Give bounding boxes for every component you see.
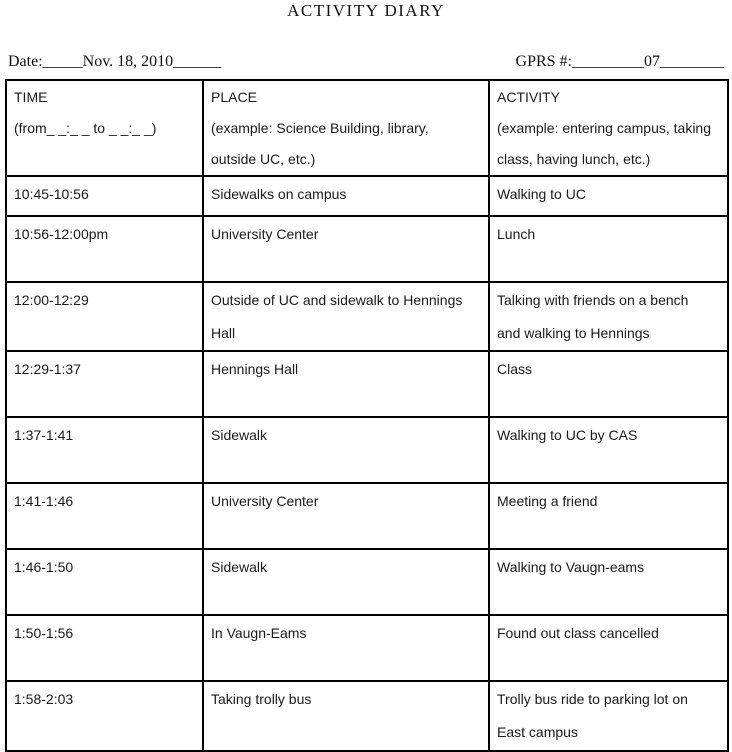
cell-time: 1:58-2:03 xyxy=(6,681,203,751)
cell-time: 1:37-1:41 xyxy=(6,417,203,483)
table-row xyxy=(6,176,728,216)
table-row xyxy=(6,483,728,549)
cell-place: Outside of UC and sidewalk to Hennings Hall xyxy=(203,282,489,351)
column-title: TIME xyxy=(14,89,48,105)
column-subtitle: (example: entering campus, taking class, having lunch, etc.) xyxy=(497,120,711,167)
cell-place: Taking trolly bus xyxy=(203,681,489,751)
column-header-place xyxy=(203,80,489,176)
cell-time: 10:56-12:00pm xyxy=(6,216,203,282)
column-title: ACTIVITY xyxy=(497,89,561,105)
date-field: Date:_____Nov. 18, 2010______ xyxy=(8,53,222,70)
cell-time: 12:29-1:37 xyxy=(6,351,203,417)
table-row xyxy=(6,615,728,681)
cell-time: 1:50-1:56 xyxy=(6,615,203,681)
header-row xyxy=(6,80,728,176)
cell-activity: Found out class cancelled xyxy=(489,615,728,681)
table-row xyxy=(6,417,728,483)
column-subtitle: (from_ _:_ _ to _ _:_ _) xyxy=(14,120,157,136)
cell-place: In Vaugn-Eams xyxy=(203,615,489,681)
cell-activity: Walking to UC xyxy=(489,176,728,216)
table-row xyxy=(6,351,728,417)
cell-place: Sidewalks on campus xyxy=(203,176,489,216)
page-title: ACTIVITY DIARY xyxy=(287,1,445,20)
cell-activity: Meeting a friend xyxy=(489,483,728,549)
activity-table xyxy=(5,79,729,752)
column-header-activity xyxy=(489,80,728,176)
column-subtitle: (example: Science Building, library, outside UC, etc.) xyxy=(211,120,429,167)
table-row xyxy=(6,549,728,615)
table-row xyxy=(6,216,728,282)
column-header-time xyxy=(6,80,203,176)
cell-time: 10:45-10:56 xyxy=(6,176,203,216)
form-header-line xyxy=(0,53,732,71)
cell-time: 1:41-1:46 xyxy=(6,483,203,549)
cell-activity: Walking to UC by CAS xyxy=(489,417,728,483)
cell-activity: Walking to Vaugn-eams xyxy=(489,549,728,615)
cell-activity: Trolly bus ride to parking lot on East campus xyxy=(489,681,728,751)
cell-place: Sidewalk xyxy=(203,417,489,483)
gprs-field: GPRS #:_________07________ xyxy=(515,53,724,70)
cell-place: University Center xyxy=(203,483,489,549)
cell-activity: Class xyxy=(489,351,728,417)
cell-activity: Talking with friends on a bench and walking to Hennings xyxy=(489,282,728,351)
cell-place: Sidewalk xyxy=(203,549,489,615)
table-row xyxy=(6,282,728,351)
table-row xyxy=(6,681,728,751)
cell-place: Hennings Hall xyxy=(203,351,489,417)
column-title: PLACE xyxy=(211,89,257,105)
cell-time: 12:00-12:29 xyxy=(6,282,203,351)
cell-place: University Center xyxy=(203,216,489,282)
cell-activity: Lunch xyxy=(489,216,728,282)
cell-time: 1:46-1:50 xyxy=(6,549,203,615)
